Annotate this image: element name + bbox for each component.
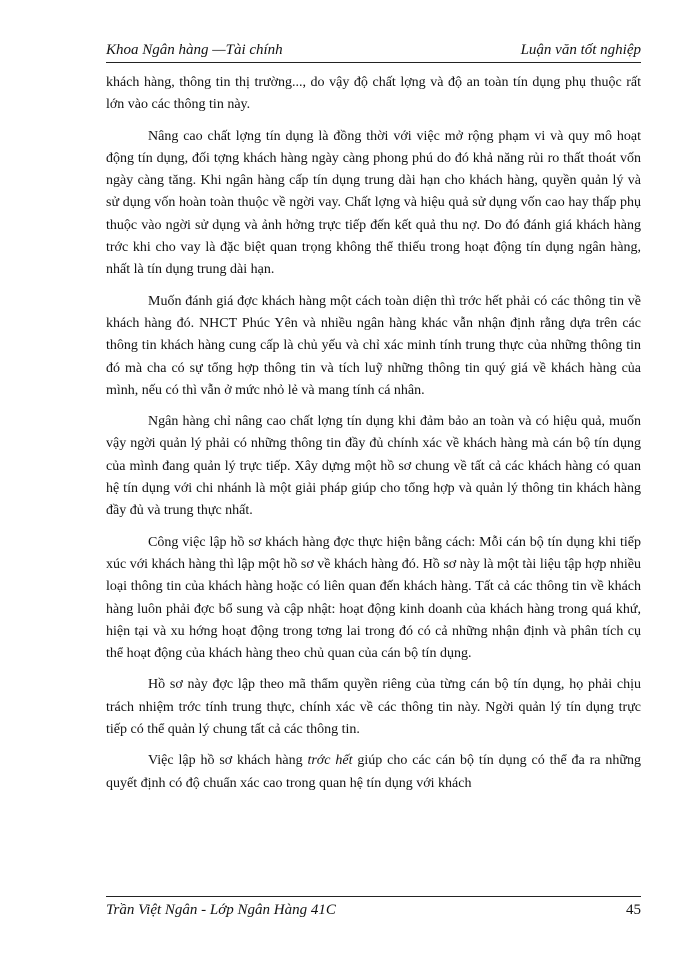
paragraph-7-emphasis: trớc hết <box>307 753 353 769</box>
page-header <box>106 40 641 63</box>
paragraph-7-end: giúp cho các cán bộ tín dụng có thể đa ra những quyết định có độ chuẩn xác cao trong quan hệ tín dụng với khách <box>106 753 641 791</box>
paragraph-6: Hồ sơ này đợc lập theo mã thẩm quyền riêng của từng cán bộ tín dụng, họ phải chịu trách nhiệm trớc tính trung thực, chính xác về các thông tin này. Ngời quản lý tín dụng trực tiếp có thể quản lý chung tất cả các thông tin. <box>106 677 641 738</box>
page-number: 45 <box>626 902 641 918</box>
paragraph-7 <box>106 750 641 795</box>
paragraph-3: Muốn đánh giá đợc khách hàng một cách toàn diện thì trớc hết phải có các thông tin về khách hàng đó. NHCT Phúc Yên và nhiều ngân hàng khác vẫn nhận định rằng dựa trên các thông tin khách hàng cung cấp là chủ yếu và chỉ xác minh tính trung thực của những thông tin đó mà cha có sự tổng hợp thông tin và tích luỹ những thông tin quý giá về khách hàng của mình, nếu có thì vẫn ở mức nhỏ lẻ và mang tính cá nhân. <box>106 293 641 398</box>
paragraph-5: Công việc lập hồ sơ khách hàng đợc thực hiện bằng cách: Mỗi cán bộ tín dụng khi tiếp xúc với khách hàng thì lập một hồ sơ về khách hàng đó. Hồ sơ này là một tài liệu tập hợp nhiều loại thông tin của khách hàng hoặc có liên quan đến khách hàng. Tất cả các thông tin về khách hàng luôn phải đợc bổ sung và cập nhật: hoạt động kinh doanh của khách hàng trong quá khứ, hiện tại và xu hớng hoạt động trong tơng lai trong đó có cả những nhận định và phân tích cụ thể hoạt động của khách hàng theo chủ quan của cán bộ tín dụng. <box>106 534 641 662</box>
paragraph-7-start: Việc lập hồ sơ khách hàng <box>148 753 308 769</box>
paragraph-4: Ngân hàng chỉ nâng cao chất lợng tín dụng khi đảm bảo an toàn và có hiệu quả, muốn vậy ngời quản lý phải có những thông tin đầy đủ chính xác về khách hàng mà cán bộ tín dụng của mình đang quản lý trực tiếp. Xây dựng một hồ sơ chung về tất cả các khách hàng có quan hệ tín dụng với chi nhánh là một giải pháp giúp cho tổng hợp và quản lý thông tin khách hàng đầy đủ và trung thực nhất. <box>106 414 641 519</box>
page-footer <box>106 896 641 923</box>
page-body <box>106 72 641 804</box>
paragraph-2: Nâng cao chất lợng tín dụng là đồng thời với việc mở rộng phạm vi và quy mô hoạt động tín dụng, đối tợng khách hàng ngày càng phong phú do đó khả năng rủi ro thất thoát vốn ngày càng tăng. Khi ngân hàng cấp tín dụng trung dài hạn cho khách hàng, quyền quản lý và sử dụng vốn hoàn toàn thuộc về ngời vay. Chất lợng và hiệu quả sử dụng vốn cao hay thấp phụ thuộc vào ngời sử dụng và ảnh hởng trực tiếp đến kết quả thu nợ. Do đó đánh giá khách hàng trớc khi cho vay là đặc biệt quan trọng không thể thiếu trong hoạt động tín dụng ngân hàng, nhất là tín dụng trung dài hạn. <box>106 128 641 278</box>
paragraph-1: khách hàng, thông tin thị trường..., do vậy độ chất lợng và độ an toàn tín dụng phụ thuộc rất lớn vào các thông tin này. <box>106 75 641 113</box>
header-thesis-label: Luận văn tốt nghiệp <box>520 42 641 58</box>
footer-author: Trần Việt Ngân - Lớp Ngân Hàng 41C <box>106 902 336 918</box>
header-faculty: Khoa Ngân hàng —Tài chính <box>106 42 283 58</box>
